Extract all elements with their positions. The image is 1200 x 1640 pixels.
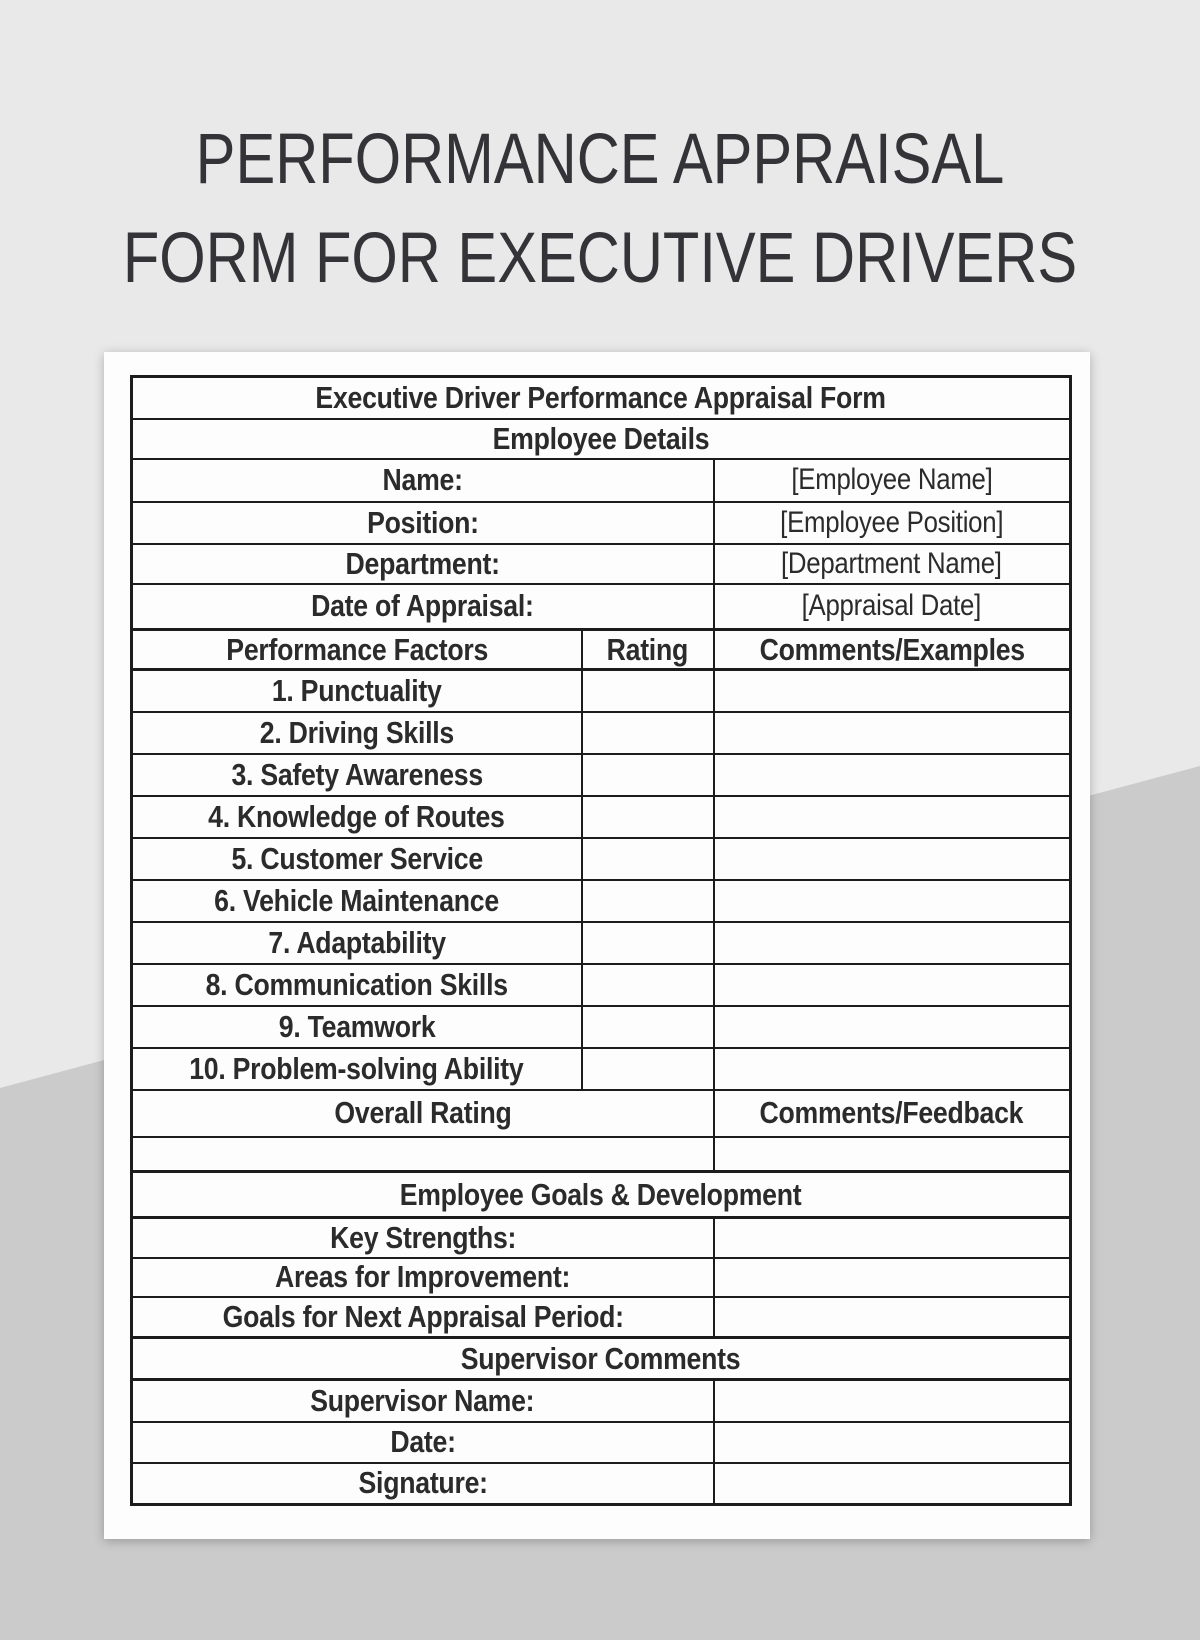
rating-input-cell-8[interactable] xyxy=(582,964,714,1006)
factor-label-cell-5 xyxy=(132,838,582,880)
appraisal-date-value-placeholder: [Appraisal Date] xyxy=(802,589,982,623)
field-row-supervisor-name xyxy=(132,1380,1071,1422)
name-value-cell[interactable] xyxy=(714,459,1071,502)
date-label-cell xyxy=(132,1422,714,1463)
field-row-signature xyxy=(132,1463,1071,1505)
rating-input-cell-10[interactable] xyxy=(582,1048,714,1090)
comments-input-cell-10[interactable] xyxy=(714,1048,1071,1090)
factor-row-10 xyxy=(132,1048,1071,1090)
factor-label-cell-9 xyxy=(132,1006,582,1048)
field-row-next-goals xyxy=(132,1297,1071,1338)
factor-row-3 xyxy=(132,754,1071,796)
comments-input-cell-3[interactable] xyxy=(714,754,1071,796)
rating-input-cell-3[interactable] xyxy=(582,754,714,796)
factor-row-7 xyxy=(132,922,1071,964)
position-value-cell[interactable] xyxy=(714,502,1071,544)
position-value-placeholder: [Employee Position] xyxy=(780,505,1004,539)
factor-label-cell-6 xyxy=(132,880,582,922)
overall-rating-input-cell[interactable] xyxy=(132,1137,714,1172)
factor-label-3: 3. Safety Awareness xyxy=(231,756,483,792)
goals-heading: Employee Goals & Development xyxy=(400,1176,802,1212)
position-label: Position: xyxy=(366,504,479,540)
overall-rating-header-cell xyxy=(132,1090,714,1137)
factor-label-cell-2 xyxy=(132,712,582,754)
factor-label-cell-8 xyxy=(132,964,582,1006)
overall-rating-entry-row xyxy=(132,1137,1071,1172)
appraisal-date-label: Date of Appraisal: xyxy=(311,588,534,624)
form-title-cell xyxy=(132,377,1071,419)
page-title-line-1: PERFORMANCE APPRAISAL xyxy=(195,120,1005,199)
factor-label-4: 4. Knowledge of Routes xyxy=(208,798,505,834)
factor-row-4 xyxy=(132,796,1071,838)
comments-input-cell-5[interactable] xyxy=(714,838,1071,880)
performance-header-row xyxy=(132,630,1071,670)
performance-factors-header-cell xyxy=(132,630,582,670)
factor-label-10: 10. Problem-solving Ability xyxy=(189,1050,524,1086)
next-goals-label-cell xyxy=(132,1297,714,1338)
field-row-date xyxy=(132,1422,1071,1463)
name-label-cell xyxy=(132,459,714,502)
factor-label-5: 5. Customer Service xyxy=(231,840,483,876)
overall-rating-header: Overall Rating xyxy=(334,1095,512,1130)
employee-details-heading-cell xyxy=(132,419,1071,459)
factor-label-7: 7. Adaptability xyxy=(268,924,446,960)
comments-input-cell-2[interactable] xyxy=(714,712,1071,754)
comments-examples-header: Comments/Examples xyxy=(759,631,1025,667)
factor-row-9 xyxy=(132,1006,1071,1048)
field-row-name xyxy=(132,459,1071,502)
comments-input-cell-9[interactable] xyxy=(714,1006,1071,1048)
field-row-position xyxy=(132,502,1071,544)
key-strengths-label: Key Strengths: xyxy=(329,1219,516,1255)
date-input-cell[interactable] xyxy=(714,1422,1071,1463)
comments-input-cell-7[interactable] xyxy=(714,922,1071,964)
field-row-areas-improvement xyxy=(132,1258,1071,1297)
supervisor-heading-cell xyxy=(132,1338,1071,1380)
appraisal-date-label-cell xyxy=(132,584,714,630)
factor-label-cell-10 xyxy=(132,1048,582,1090)
employee-details-heading-row xyxy=(132,419,1071,459)
comments-examples-header-cell xyxy=(714,630,1071,670)
field-row-key-strengths xyxy=(132,1218,1071,1258)
department-label-cell xyxy=(132,544,714,584)
rating-input-cell-9[interactable] xyxy=(582,1006,714,1048)
supervisor-name-label: Supervisor Name: xyxy=(310,1382,535,1418)
factor-row-1 xyxy=(132,670,1071,712)
department-value-cell[interactable] xyxy=(714,544,1071,584)
signature-input-cell[interactable] xyxy=(714,1463,1071,1505)
factor-label-2: 2. Driving Skills xyxy=(259,714,454,750)
rating-input-cell-5[interactable] xyxy=(582,838,714,880)
factor-label-6: 6. Vehicle Maintenance xyxy=(214,882,500,918)
rating-input-cell-6[interactable] xyxy=(582,880,714,922)
performance-factors-header: Performance Factors xyxy=(225,631,488,667)
supervisor-name-input-cell[interactable] xyxy=(714,1380,1071,1422)
areas-improvement-input-cell[interactable] xyxy=(714,1258,1071,1297)
factor-row-2 xyxy=(132,712,1071,754)
factor-row-8 xyxy=(132,964,1071,1006)
form-paper-card xyxy=(104,352,1090,1539)
rating-input-cell-4[interactable] xyxy=(582,796,714,838)
page-title xyxy=(0,110,1200,308)
date-label: Date: xyxy=(390,1424,456,1459)
position-label-cell xyxy=(132,502,714,544)
supervisor-name-label-cell xyxy=(132,1380,714,1422)
employee-details-heading: Employee Details xyxy=(492,420,710,456)
rating-input-cell-7[interactable] xyxy=(582,922,714,964)
factor-label-cell-1 xyxy=(132,670,582,712)
field-row-department xyxy=(132,544,1071,584)
rating-header-cell xyxy=(582,630,714,670)
comments-feedback-header: Comments/Feedback xyxy=(759,1095,1024,1130)
appraisal-date-value-cell[interactable] xyxy=(714,584,1071,630)
supervisor-heading-row xyxy=(132,1338,1071,1380)
comments-input-cell-4[interactable] xyxy=(714,796,1071,838)
comments-input-cell-6[interactable] xyxy=(714,880,1071,922)
rating-input-cell-2[interactable] xyxy=(582,712,714,754)
areas-improvement-label-cell xyxy=(132,1258,714,1297)
comments-input-cell-1[interactable] xyxy=(714,670,1071,712)
key-strengths-label-cell xyxy=(132,1218,714,1258)
rating-input-cell-1[interactable] xyxy=(582,670,714,712)
form-title-row xyxy=(132,377,1071,419)
factor-label-cell-3 xyxy=(132,754,582,796)
factor-label-cell-4 xyxy=(132,796,582,838)
appraisal-form-table xyxy=(130,375,1072,1506)
comments-input-cell-8[interactable] xyxy=(714,964,1071,1006)
form-title: Executive Driver Performance Appraisal Form xyxy=(315,379,887,415)
factor-row-6 xyxy=(132,880,1071,922)
areas-improvement-label: Areas for Improvement: xyxy=(275,1259,571,1294)
factor-label-1: 1. Punctuality xyxy=(271,672,442,708)
name-label: Name: xyxy=(382,462,463,497)
comments-feedback-input-cell[interactable] xyxy=(714,1137,1071,1172)
comments-feedback-header-cell xyxy=(714,1090,1071,1137)
department-value-placeholder: [Department Name] xyxy=(781,546,1003,580)
next-goals-label: Goals for Next Appraisal Period: xyxy=(222,1298,624,1334)
factor-label-8: 8. Communication Skills xyxy=(205,966,508,1002)
rating-header: Rating xyxy=(606,631,689,667)
overall-rating-header-row xyxy=(132,1090,1071,1137)
signature-label: Signature: xyxy=(358,1465,488,1501)
supervisor-heading: Supervisor Comments xyxy=(461,1340,741,1376)
page-title-line-2: FORM FOR EXECUTIVE DRIVERS xyxy=(122,219,1078,298)
factor-row-5 xyxy=(132,838,1071,880)
field-row-appraisal-date xyxy=(132,584,1071,630)
factor-label-cell-7 xyxy=(132,922,582,964)
signature-label-cell xyxy=(132,1463,714,1505)
next-goals-input-cell[interactable] xyxy=(714,1297,1071,1338)
goals-heading-cell xyxy=(132,1172,1071,1218)
goals-heading-row xyxy=(132,1172,1071,1218)
factor-label-9: 9. Teamwork xyxy=(278,1008,436,1044)
department-label: Department: xyxy=(345,545,500,581)
name-value-placeholder: [Employee Name] xyxy=(791,463,993,496)
key-strengths-input-cell[interactable] xyxy=(714,1218,1071,1258)
